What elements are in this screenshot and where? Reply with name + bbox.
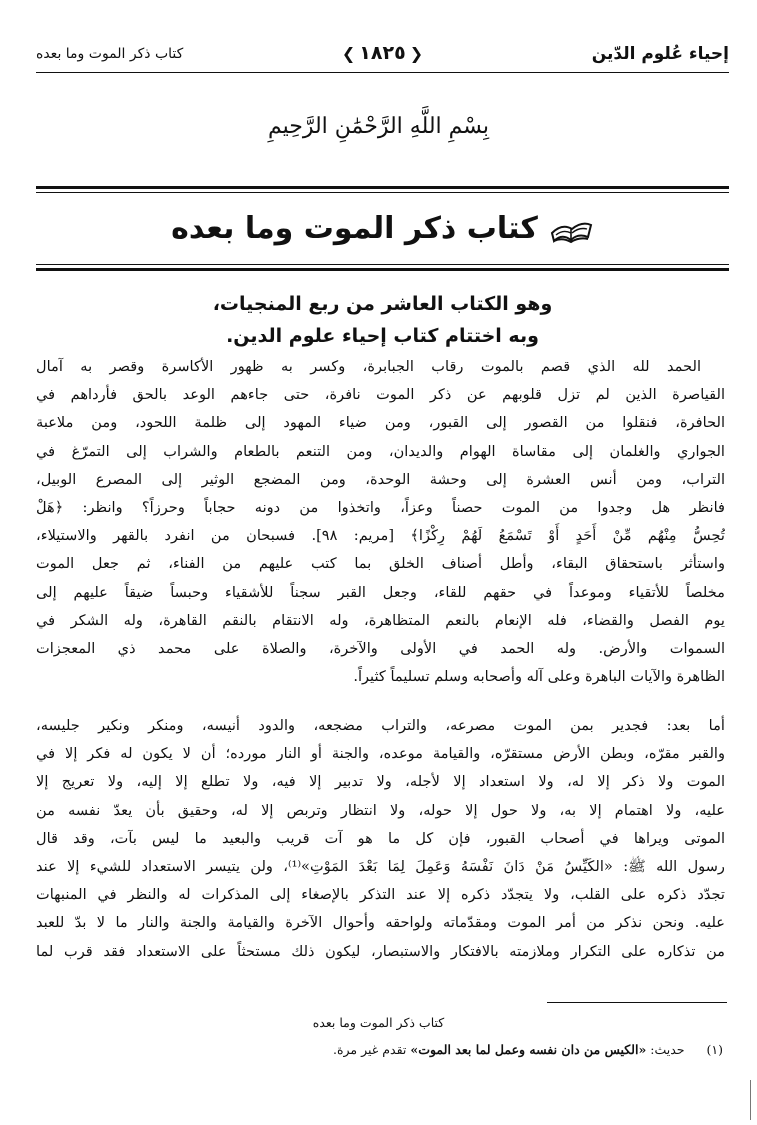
basmala: بِسْمِ اللَّهِ الرَّحْمَٰنِ الرَّحِيمِ (267, 114, 490, 139)
chapter-heading: كتاب ذكر الموت وما بعده (171, 210, 538, 246)
book-title: إحياء عُلوم الدّين (591, 44, 729, 64)
paragraph-opening (36, 353, 725, 691)
open-book-icon (548, 211, 594, 245)
chapter-banner (36, 198, 729, 258)
page-number-group (342, 42, 423, 64)
subtitle-line: وهو الكتاب العاشر من ربع المنجيات، (212, 293, 553, 315)
text-line: فانظر هل وجدوا من الموت حصناً وعزاً، واتخذوا من دونه حجاباً وحرزاً؟ وانظر: ﴿هَلْ (36, 499, 725, 517)
text-line: عليه. ونحن نذكر من أمر الموت ومقدّماته ولواحقه وأحوال الآخرة والقيامة والجنة والنار ما لا بدّ للعبد (36, 914, 725, 932)
scan-edge-mark (750, 1080, 751, 1120)
text-line: الجواري والغلمان إلى مقاساة الهوام والديدان، ومن التنعم بالطعام والشراب إلى التمرّغ في (36, 442, 725, 460)
text-line: الموت ولا ذكر إلا له، ولا استعداد إلا لأجله، ولا تدبير إلا فيه، ولا تطلع إلا إليه، ولا تعريج إلا (36, 773, 725, 791)
ornament-left-icon: ❮ (341, 43, 356, 63)
text-line: رسول الله ﷺ: «الكَيِّسُ مَنْ دَانَ نَفْسَهُ وَعَمِلَ لِمَا بَعْدَ المَوْتِ»⁽¹⁾، ولن يتيسر الاستعداد للشيء إلا عند (36, 858, 725, 876)
banner-rule-top (36, 186, 729, 193)
text-line: عليه، ولا اهتمام إلا به، ولا حول إلا حوله، ولا انتظار وتربص إلا له، وحقيق بأن يعدّ نفسه من (36, 801, 725, 819)
footnote-rule (547, 1002, 727, 1003)
footnote-chapter-label: كتاب ذكر الموت وما بعده (312, 1015, 445, 1030)
text-line: أما بعد: فجدير بمن الموت مصرعه، والتراب مضجعه، والدود أنيسه، ومنكر ونكير جليسه، (36, 717, 725, 734)
text-line: القياصرة الذين لم تزل قلوبهم عن ذكر الموت نافرة، حتى جاءهم الوعد بالحق فأرداهم في (36, 386, 725, 404)
banner-rule-bottom (36, 264, 729, 271)
ornament-right-icon: ❯ (409, 43, 424, 63)
running-header (36, 42, 729, 73)
text-line: والقبر مقرّه، وبطن الأرض مستقرّه، والقيامة موعده، والجنة أو النار مورده؛ أن لا يكون له فكر إلا في (36, 745, 725, 763)
text-line: الموتى ويراها في أصحاب القبور، فإن كل ما هو آت قريب والبعيد ما ليس بآت، وقد قال (36, 829, 725, 847)
chapter-subtitle (36, 288, 729, 352)
text-line: يوم الفصل والقضاء، فله الإنعام بالنعم المتظاهرة، وله الانتقام بالنقم القاهرة، وله الشكر في (36, 611, 725, 629)
paragraph-amma-baad (36, 712, 725, 966)
footnote-quote: «الكيس من دان نفسه وعمل لما بعد الموت» (410, 1042, 647, 1057)
footnote-prefix: حديث: (646, 1042, 685, 1057)
text-line: الحمد لله الذي قصم بالموت رقاب الجبابرة، وكسر به ظهور الأكاسرة وقصر به آمال (36, 358, 701, 375)
text-line: من تذكاره على التكرار وملازمته بالافتكار والاستبصار، ليكون ذلك مستحثاً على الاستعداد فقد قرب لما (36, 942, 725, 960)
text-line: تجدّد ذكره على القلب، ولا يتجدّد ذكره إلا عند التذكر بالإصغاء إلى المذكرات له والنظر في المنبهات (36, 886, 725, 904)
text-line: تُحِسُّ مِنْهُم مِّنْ أَحَدٍ أَوْ تَسْمَعُ لَهُمْ رِكْزًا﴾ [مريم: ٩٨]. فسبحان من انفرد بالقهر والاستيلاء، (36, 527, 725, 545)
footnote-suffix: تقدم غير مرة. (333, 1042, 407, 1057)
running-chapter-title: كتاب ذكر الموت وما بعده (36, 46, 184, 62)
page-number: ١٨٢٥ (359, 42, 406, 64)
text-line: السموات والأرض. وله الحمد في الأولى والآخرة، والصلاة على محمد ذي المعجزات (36, 640, 725, 658)
text-line: الظاهرة والآيات الباهرة وعلى آله وأصحابه وسلم تسليماً كثيراً. (353, 668, 725, 686)
text-line: الحافرة، فنقلوا من القصور إلى القبور، ومن ضياء المهود إلى ظلمة اللحود، ومن ملاعبة (36, 414, 725, 432)
footnote-1 (36, 1042, 723, 1057)
subtitle-line: وبه اختتام كتاب إحياء علوم الدين. (226, 325, 539, 347)
text-line: مخلصاً للأتقياء وموعداً في حقهم للقاء، وجعل القبر سجناً للأشقياء وحبساً ضيقاً عليهم إلى (36, 583, 725, 601)
footnote-number: (١) (706, 1042, 723, 1057)
text-line: التراب، ومن أنس العشرة إلى وحشة الوحدة، ومن المضجع الوثير إلى المصرع الوبيل، (36, 470, 725, 488)
text-line: واستأثر باستحقاق البقاء، وأطل أصناف الخلق بما كتب عليهم من الفناء، ثم جعل الموت (36, 555, 725, 573)
